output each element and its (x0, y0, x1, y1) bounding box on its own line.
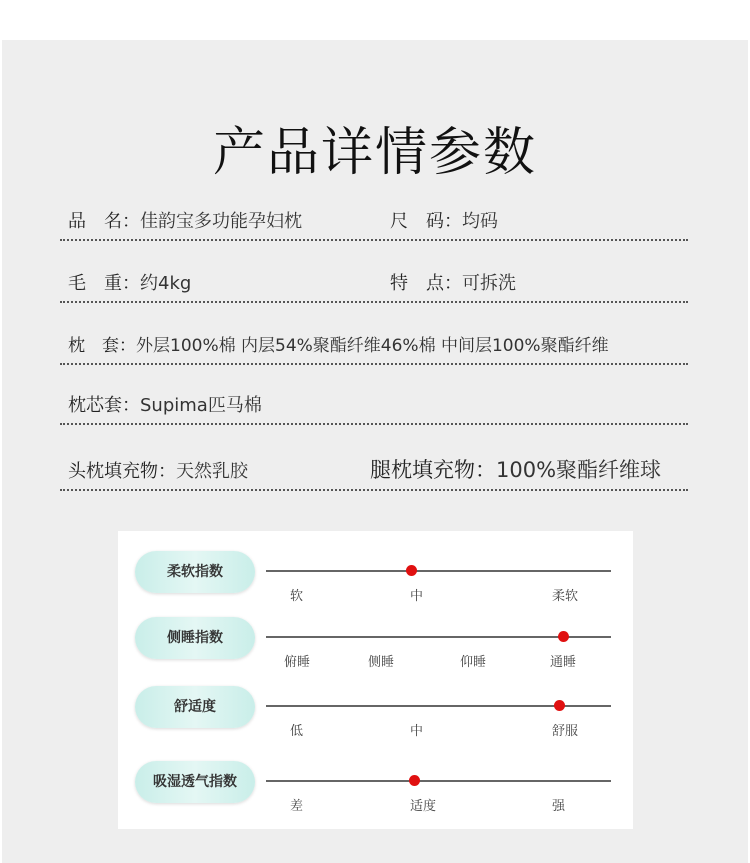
index-track (266, 570, 611, 572)
index-tick-label: 侧睡 (368, 655, 395, 670)
spec-name-value: 佳韵宝多功能孕妇枕 (140, 211, 302, 232)
spec-head-filling (68, 457, 248, 483)
spec-leg-filling-value: 100%聚酯纤维球 (496, 458, 662, 482)
index-level-marker (554, 700, 565, 711)
spec-name-label: 品 名： (68, 211, 140, 232)
index-tick-label: 适度 (410, 799, 437, 814)
spec-weight-label: 毛 重： (68, 273, 140, 294)
spec-core-cover-value: Supima匹马棉 (140, 395, 262, 416)
index-level-marker (558, 631, 569, 642)
spec-cover-value: 外层100%棉 内层54%聚酯纤维46%棉 中间层100%聚酯纤维 (136, 336, 609, 356)
spec-feature (390, 269, 516, 295)
spec-core-cover-label: 枕芯套： (68, 395, 140, 416)
spec-size (390, 207, 498, 233)
index-track (266, 636, 611, 638)
index-tick-label: 俯睡 (284, 655, 311, 670)
spec-feature-label: 特 点： (390, 273, 462, 294)
spec-weight (68, 269, 191, 295)
index-tick-label: 软 (290, 589, 304, 604)
page-title: 产品详情参数 (212, 123, 537, 183)
spec-leg-filling (370, 454, 661, 484)
index-tick-label: 中 (410, 724, 424, 739)
index-pill: 舒适度 (135, 686, 255, 728)
index-level-marker (409, 775, 420, 786)
index-pill: 柔软指数 (135, 551, 255, 593)
index-pill: 侧睡指数 (135, 617, 255, 659)
spec-row-core-cover (60, 383, 688, 425)
index-level-marker (406, 565, 417, 576)
spec-cover-label: 枕 套： (68, 336, 136, 356)
spec-row-weight-feature (60, 261, 688, 303)
index-tick-label: 柔软 (552, 589, 579, 604)
index-card (118, 531, 633, 829)
spec-size-value: 均码 (462, 211, 498, 232)
spec-row-cover (60, 323, 688, 365)
spec-name (68, 207, 302, 233)
spec-weight-value: 约4kg (140, 273, 192, 294)
spec-row-name-size (60, 199, 688, 241)
index-tick-label: 通睡 (550, 655, 577, 670)
spec-cover (68, 331, 609, 356)
index-tick-label: 强 (552, 799, 566, 814)
index-track (266, 780, 611, 782)
spec-size-label: 尺 码： (390, 211, 462, 232)
spec-row-filling (60, 449, 688, 491)
index-tick-label: 仰睡 (460, 655, 487, 670)
index-track (266, 705, 611, 707)
index-pill: 吸湿透气指数 (135, 761, 255, 803)
spec-feature-value: 可拆洗 (462, 273, 516, 294)
spec-leg-filling-label: 腿枕填充物： (370, 458, 496, 482)
index-tick-label: 差 (290, 799, 304, 814)
spec-head-filling-value: 天然乳胶 (176, 461, 248, 482)
spec-core-cover (68, 391, 262, 417)
index-tick-label: 舒服 (552, 724, 579, 739)
spec-head-filling-label: 头枕填充物： (68, 461, 176, 482)
index-tick-label: 低 (290, 724, 304, 739)
index-tick-label: 中 (410, 589, 424, 604)
